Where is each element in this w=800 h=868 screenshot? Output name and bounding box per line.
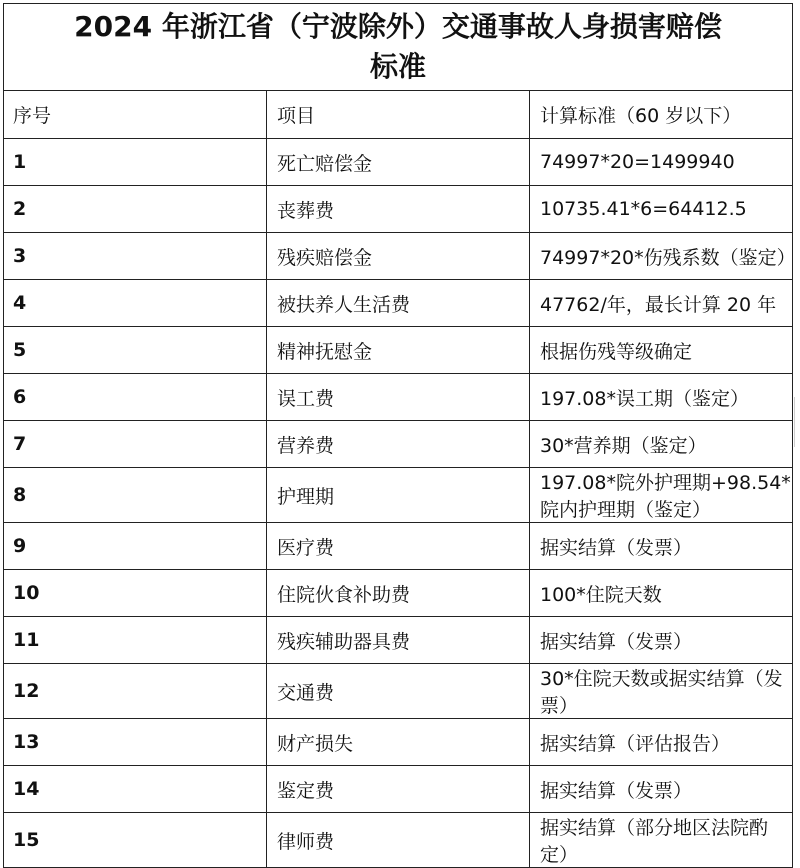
table-title <box>4 4 793 91</box>
row-no: 5 <box>4 327 267 374</box>
table-row <box>4 766 793 813</box>
row-no: 7 <box>4 421 267 468</box>
row-no: 14 <box>4 766 267 813</box>
row-standard: 10735.41*6=64412.5 <box>530 186 793 233</box>
row-standard: 47762/年，最长计算 20 年 <box>530 280 793 327</box>
header-no: 序号 <box>4 91 267 139</box>
row-no: 10 <box>4 570 267 617</box>
table-row <box>4 233 793 280</box>
row-item: 护理期 <box>267 468 530 523</box>
table-row <box>4 813 793 868</box>
row-no: 6 <box>4 374 267 421</box>
row-standard: 100*住院天数 <box>530 570 793 617</box>
row-no: 13 <box>4 719 267 766</box>
row-standard: 197.08*院外护理期+98.54*院内护理期（鉴定） <box>530 468 793 523</box>
table-row <box>4 664 793 719</box>
row-standard: 据实结算（评估报告） <box>530 719 793 766</box>
row-item: 死亡赔偿金 <box>267 139 530 186</box>
row-no: 1 <box>4 139 267 186</box>
row-no: 11 <box>4 617 267 664</box>
row-item: 丧葬费 <box>267 186 530 233</box>
row-item: 财产损失 <box>267 719 530 766</box>
table-row <box>4 468 793 523</box>
header-row <box>4 91 793 139</box>
table-row <box>4 327 793 374</box>
row-item: 医疗费 <box>267 523 530 570</box>
title-line-2: 标准 <box>369 50 426 83</box>
table-row <box>4 139 793 186</box>
row-standard: 据实结算（部分地区法院酌定） <box>530 813 793 868</box>
table-row <box>4 719 793 766</box>
table-row <box>4 186 793 233</box>
row-no: 8 <box>4 468 267 523</box>
row-no: 12 <box>4 664 267 719</box>
row-no: 2 <box>4 186 267 233</box>
row-standard: 30*住院天数或据实结算（发票） <box>530 664 793 719</box>
row-standard: 据实结算（发票） <box>530 766 793 813</box>
row-no: 9 <box>4 523 267 570</box>
row-item: 精神抚慰金 <box>267 327 530 374</box>
row-standard: 197.08*误工期（鉴定） <box>530 374 793 421</box>
row-standard: 74997*20=1499940 <box>530 139 793 186</box>
table-row <box>4 570 793 617</box>
row-no: 4 <box>4 280 267 327</box>
row-item: 营养费 <box>267 421 530 468</box>
table-row <box>4 523 793 570</box>
table-row <box>4 374 793 421</box>
header-standard: 计算标准（60 岁以下） <box>530 91 793 139</box>
table-body <box>4 139 796 868</box>
table-row <box>4 617 793 664</box>
row-standard: 据实结算（发票） <box>530 617 793 664</box>
row-item: 残疾辅助器具费 <box>267 617 530 664</box>
row-item: 残疾赔偿金 <box>267 233 530 280</box>
row-item: 住院伙食补助费 <box>267 570 530 617</box>
row-standard: 据实结算（发票） <box>530 523 793 570</box>
edge-mark <box>794 397 800 447</box>
compensation-table <box>3 3 796 868</box>
table-row <box>4 280 793 327</box>
table-row <box>4 421 793 468</box>
row-item: 误工费 <box>267 374 530 421</box>
row-standard: 74997*20*伤残系数（鉴定） <box>530 233 793 280</box>
row-standard: 根据伤残等级确定 <box>530 327 793 374</box>
title-line-1: 2024 年浙江省（宁波除外）交通事故人身损害赔偿 <box>74 10 722 43</box>
row-item: 交通费 <box>267 664 530 719</box>
row-standard: 30*营养期（鉴定） <box>530 421 793 468</box>
row-item: 被扶养人生活费 <box>267 280 530 327</box>
header-item: 项目 <box>267 91 530 139</box>
row-no: 15 <box>4 813 267 868</box>
row-no: 3 <box>4 233 267 280</box>
row-item: 律师费 <box>267 813 530 868</box>
row-item: 鉴定费 <box>267 766 530 813</box>
